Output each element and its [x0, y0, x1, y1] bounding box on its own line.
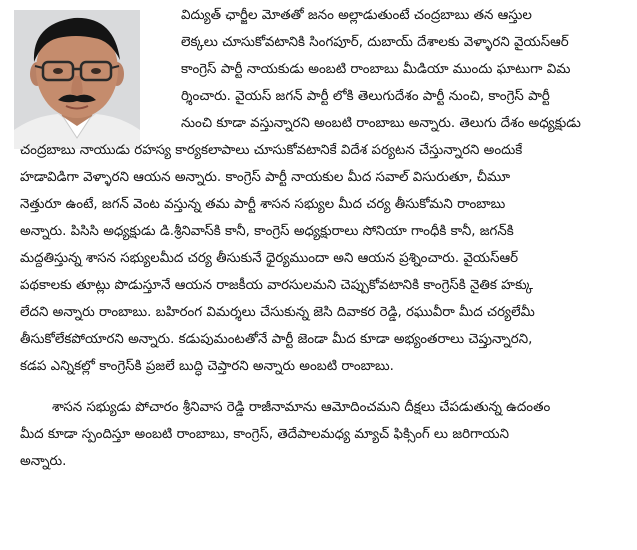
article-line: లేదని అన్నారు రాంబాబు. బహిరంగ విమర్శలు చేసుకున్న జెసి దివాకర రెడ్డి, రఘువీరా మీద చర్యలేమీ — [20, 305, 535, 320]
article-line: నుంచి కూడా వస్తున్నారని అంబటి రాంబాబు అన్నారు. తెలుగు దేశం అధ్యక్షుడు — [181, 116, 581, 131]
article-line: మద్దతిస్తున్న శాసన సభ్యులమీద చర్య తీసుకునే ధైర్యముందా అని ఆయన ప్రశ్నించారు. వైయస్ఆర్ — [20, 251, 519, 266]
article-line: తీసుకోలేకపోయారని అన్నారు. కడుపుమంటతోనే పార్టీ జెండా మీద కూడా అభ్యంతరాలు చెప్తున్నారని, — [20, 332, 533, 347]
article-line: హడావిడిగా వెళ్ళారని ఆయన అన్నారు. కాంగ్రెస్ పార్టీ నాయకుల మీద సవాల్ విసురుతూ, చీమూ — [20, 170, 511, 185]
article-line: అన్నారు. పిసిసి అధ్యక్షుడు డి.శ్రీనివాస్‌కి కానీ, కాంగ్రెస్ అధ్యక్షురాలు సోనియా గాంధీకి కానీ, జగన్‌కి — [20, 224, 514, 239]
article-line: లెక్కలు చూసుకోవటానికి సింగపూర్, దుబాయ్ దేశాలకు వెళ్ళారని వైయస్ఆర్ — [181, 35, 569, 50]
article-line: అన్నారు. — [20, 454, 67, 469]
article-line: కడప ఎన్నికల్లో కాంగ్రెస్‌కి ప్రజలే బుద్ధి చెప్తారని అన్నారు అంబటి రాంబాబు. — [20, 359, 394, 374]
article-line: మీద కూడా స్పందిస్తూ అంబటి రాంబాబు, కాంగ్రెస్, తెదేపాలమధ్య మ్యాచ్ ఫిక్సింగ్ లు జరిగాయని — [20, 427, 510, 442]
article-line: శాసన సభ్యుడు పోచారం శ్రీనివాస రెడ్డి రాజీనామాను ఆమోదించమని దీక్షలు చేపడుతున్న ఉదంతం — [52, 400, 551, 415]
article-line: నెత్తురూ ఉంటే, జగన్ వెంట వస్తున్న తమ పార్టీ శాసన సభ్యుల మీద చర్య తీసుకోమని రాంబాబు — [20, 197, 506, 212]
article-line: విద్యుత్ ఛార్జీల మోతతో జనం అల్లాడుతుంటే చంద్రబాబు తన ఆస్తుల — [181, 8, 532, 23]
person-portrait-image — [14, 10, 140, 149]
article-line: చంద్రబాబు నాయుడు రహస్య కార్యకలాపాలు చూసుకోవటానికే విదేశ పర్యటన చేస్తున్నారని అందుకే — [20, 143, 523, 158]
article-line: పథకాలకు తూట్లు పొడుస్తూనే ఆయన రాజకీయ వారసులమని చెప్పుకోవటానికి కాంగ్రెస్‌కి నైతిక హక్కు — [20, 278, 533, 293]
portrait-photo — [14, 10, 140, 149]
article-line: కాంగ్రెస్ పార్టీ నాయకుడు అంబటి రాంబాబు మీడియా ముందు ఘాటుగా విమ — [181, 62, 571, 77]
article-line: ర్శించారు. వైయస్ జగన్ పార్టీ లోకి తెలుగుదేశం పార్టీ నుంచి, కాంగ్రెస్ పార్టీ — [181, 89, 550, 104]
